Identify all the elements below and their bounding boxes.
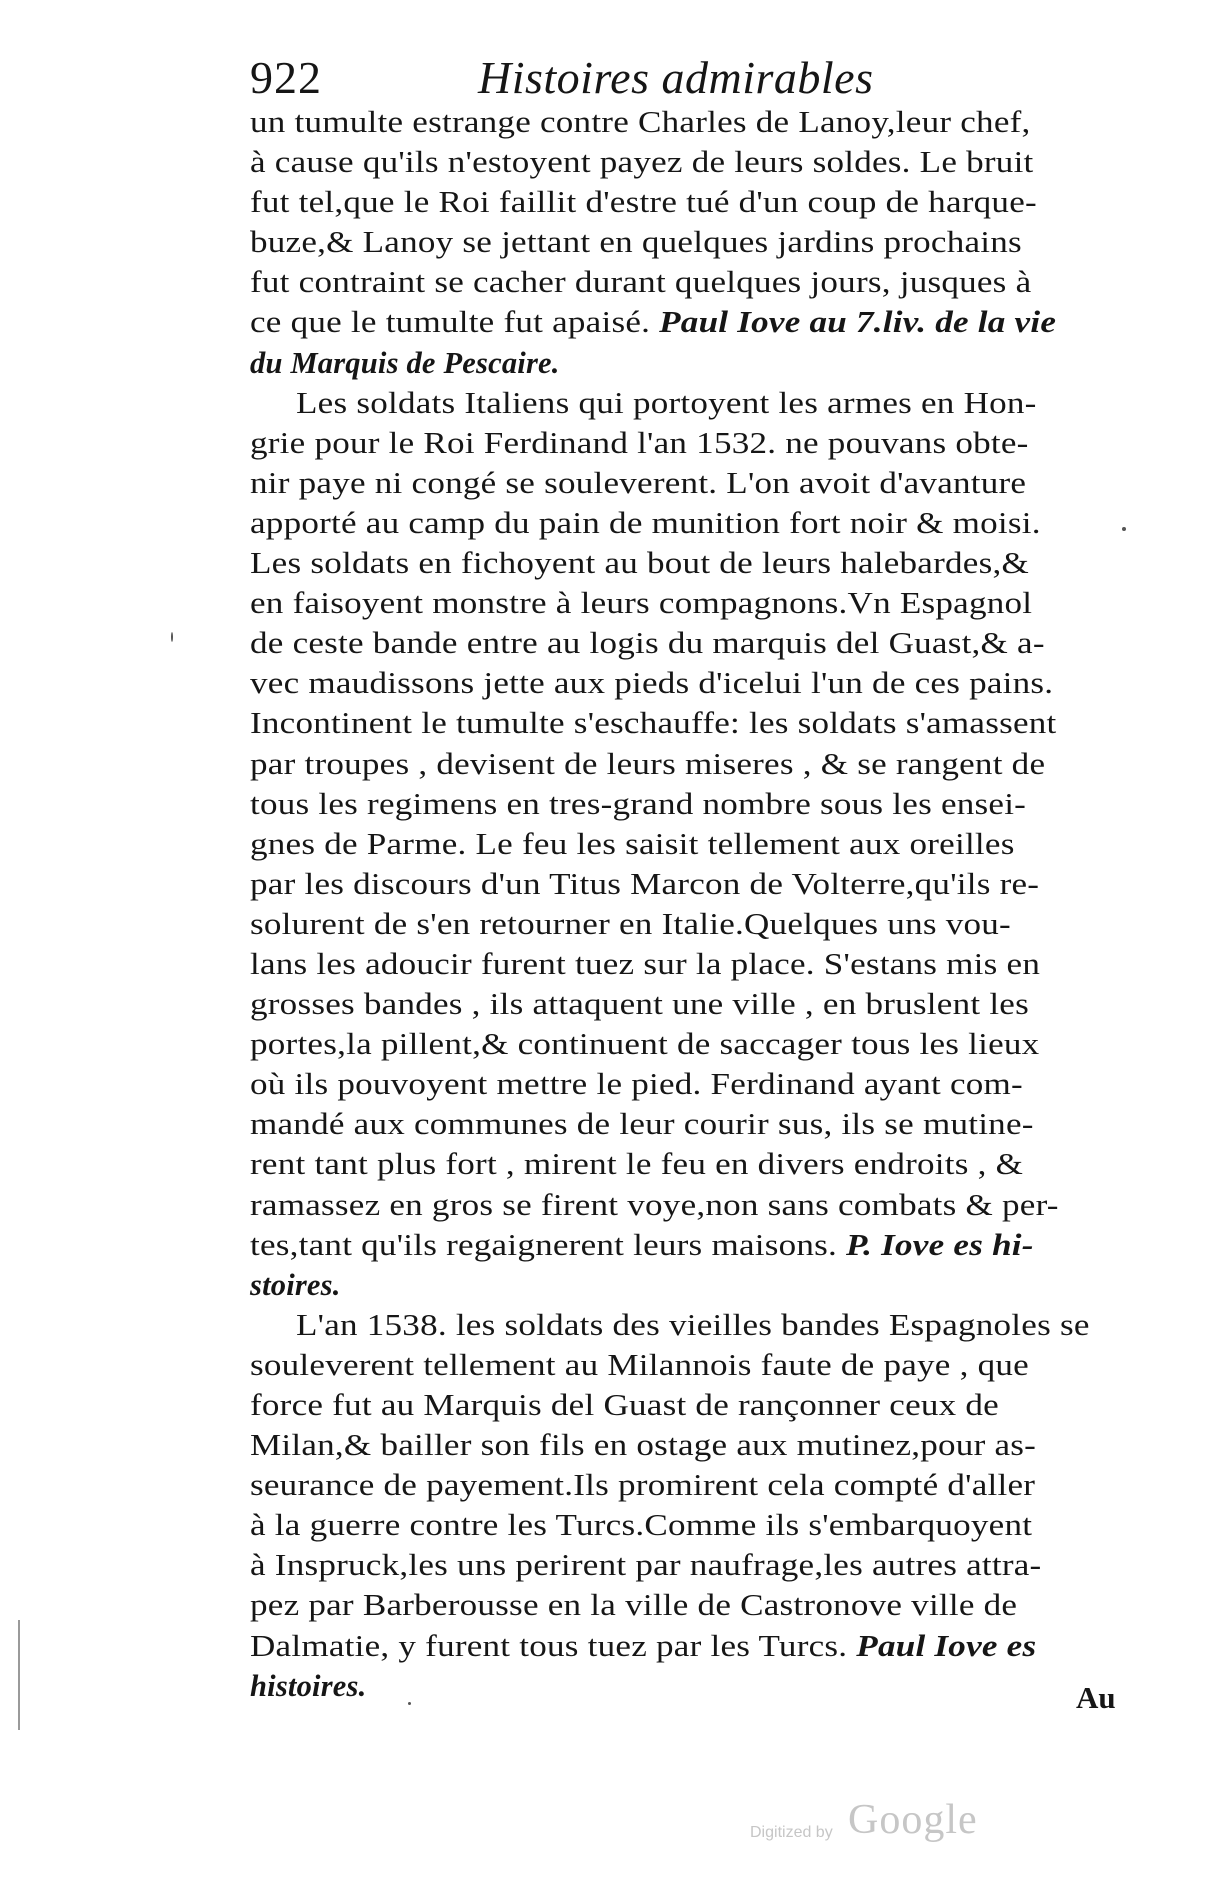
text-line	[250, 864, 1210, 904]
line-text: L'an 1538. les soldats des vieilles bandes Espagnoles se	[296, 1307, 1090, 1342]
text-line	[250, 824, 1210, 864]
line-text: Milan,& bailler son fils en ostage aux mutinez,pour as-	[250, 1428, 1037, 1463]
text-line	[250, 222, 1210, 262]
text-line	[250, 543, 1210, 583]
text-line	[250, 302, 1210, 342]
line-text: où ils pouvoyent mettre le pied. Ferdinand ayant com-	[250, 1067, 1023, 1102]
text-line	[250, 1385, 1210, 1425]
line-text: solurent de s'en retourner en Italie.Quelques uns vou-	[250, 906, 1011, 941]
line-text: vec maudissons jette aux pieds d'icelui l'un de ces pains.	[250, 666, 1054, 701]
line-text: à Inspruck,les uns perirent par naufrage,les autres attra-	[250, 1548, 1042, 1583]
line-text: nir paye ni congé se souleverent. L'on avoit d'avanture	[250, 465, 1027, 500]
marginal-citation: P. Iove es hi-	[846, 1227, 1034, 1262]
marginal-citation: Paul Iove es	[856, 1628, 1037, 1663]
text-line	[250, 343, 1130, 383]
text-line	[250, 784, 1210, 824]
line-text: de ceste bande entre au logis du marquis del Guast,& a-	[250, 626, 1045, 661]
line-text: Les soldats Italiens qui portoyent les armes en Hon-	[296, 385, 1037, 420]
line-text: gnes de Parme. Le feu les saisit tellement aux oreilles	[250, 826, 1015, 861]
line-text: lans les adoucir furent tuez sur la place. S'estans mis en	[250, 946, 1041, 981]
line-text: par troupes , devisent de leurs miseres , & se rangent de	[250, 746, 1046, 781]
page-number: 922	[250, 52, 322, 103]
text-line	[250, 703, 1210, 743]
text-line	[250, 1345, 1210, 1385]
line-text: mandé aux communes de leur courir sus, ils se mutine-	[250, 1107, 1034, 1142]
text-line	[250, 1545, 1210, 1585]
marginal-citation: Paul Iove au 7.liv. de la vie	[659, 305, 1057, 340]
text-line	[250, 102, 1210, 142]
line-text: ce que le tumulte fut apaisé.	[250, 305, 651, 340]
text-line	[250, 1465, 1210, 1505]
ink-speck	[1122, 527, 1126, 531]
line-text: souleverent tellement au Milannois faute de paye , que	[250, 1347, 1029, 1382]
line-text: grosses bandes , ils attaquent une ville , en bruslent les	[250, 987, 1029, 1022]
line-text: Les soldats en fichoyent au bout de leurs halebardes,&	[250, 546, 1029, 581]
text-line	[250, 1225, 1210, 1265]
watermark-prefix: Digitized by	[750, 1824, 833, 1841]
text-line	[250, 1666, 1130, 1706]
line-text: buze,& Lanoy se jettant en quelques jardins prochains	[250, 225, 1022, 260]
line-text: Incontinent le tumulte s'eschauffe: les soldats s'amassent	[250, 706, 1057, 741]
google-watermark	[750, 1795, 1050, 1855]
line-text: portes,la pillent,& continuent de saccager tous les lieux	[250, 1027, 1040, 1062]
text-line	[250, 1064, 1210, 1104]
line-text: seurance de payement.Ils promirent cela compté d'aller	[250, 1468, 1036, 1503]
text-line	[250, 262, 1210, 302]
line-text: du Marquis de Pescaire.	[250, 345, 560, 380]
running-title: Histoires admirables	[478, 52, 874, 103]
text-line	[250, 1104, 1210, 1144]
line-text: fut tel,que le Roi faillit d'estre tué d'un coup de harque-	[250, 185, 1037, 220]
line-text: grie pour le Roi Ferdinand l'an 1532. ne pouvans obte-	[250, 425, 1029, 460]
line-text: rent tant plus fort , mirent le feu en divers endroits , &	[250, 1147, 1024, 1182]
ink-speck	[408, 1702, 411, 1705]
line-text: un tumulte estrange contre Charles de Lanoy,leur chef,	[250, 105, 1031, 139]
text-line	[250, 1626, 1210, 1666]
line-text: fut contraint se cacher durant quelques jours, jusques à	[250, 265, 1032, 300]
text-line	[250, 423, 1210, 463]
text-line	[250, 1585, 1210, 1625]
text-line	[250, 463, 1210, 503]
text-line	[250, 1024, 1210, 1064]
ink-speck	[171, 632, 173, 642]
watermark-brand: Google	[848, 1797, 978, 1843]
text-line	[250, 383, 1210, 423]
line-text: tes,tant qu'ils regaignerent leurs maisons.	[250, 1227, 838, 1262]
text-line	[250, 1185, 1210, 1225]
text-line	[250, 1425, 1210, 1465]
line-text: par les discours d'un Titus Marcon de Volterre,qu'ils re-	[250, 866, 1040, 901]
line-text: apporté au camp du pain de munition fort noir & moisi.	[250, 505, 1041, 540]
line-text: Dalmatie, y furent tous tuez par les Turcs.	[250, 1628, 848, 1663]
line-text: stoires.	[250, 1267, 341, 1302]
text-line	[250, 142, 1210, 182]
text-line	[250, 1144, 1210, 1184]
line-text: tous les regimens en tres-grand nombre sous les ensei-	[250, 786, 1027, 821]
text-line	[250, 503, 1210, 543]
text-line	[250, 623, 1210, 663]
text-line	[250, 944, 1210, 984]
line-text: à cause qu'ils n'estoyent payez de leurs soldes. Le bruit	[250, 145, 1034, 180]
text-line	[250, 1265, 1130, 1305]
text-line	[250, 904, 1210, 944]
line-text: ramassez en gros se firent voye,non sans combats & per-	[250, 1187, 1059, 1222]
text-line	[250, 1305, 1210, 1345]
text-line	[250, 984, 1210, 1024]
text-line	[250, 1505, 1210, 1545]
line-text: force fut au Marquis del Guast de rançonner ceux de	[250, 1388, 999, 1422]
text-line	[250, 182, 1210, 222]
text-line	[250, 583, 1210, 623]
text-line	[250, 663, 1210, 703]
line-text: en faisoyent monstre à leurs compagnons.Vn Espagnol	[250, 586, 1033, 621]
text-line	[250, 744, 1210, 784]
gutter-mark	[18, 1620, 20, 1730]
line-text: histoires.	[250, 1668, 367, 1703]
page-header	[250, 48, 1150, 108]
line-text: pez par Barberousse en la ville de Castronove ville de	[250, 1588, 1018, 1623]
catchword: Au	[1076, 1680, 1116, 1715]
line-text: à la guerre contre les Turcs.Comme ils s'embarquoyent	[250, 1508, 1033, 1543]
body-text	[250, 102, 1130, 1706]
